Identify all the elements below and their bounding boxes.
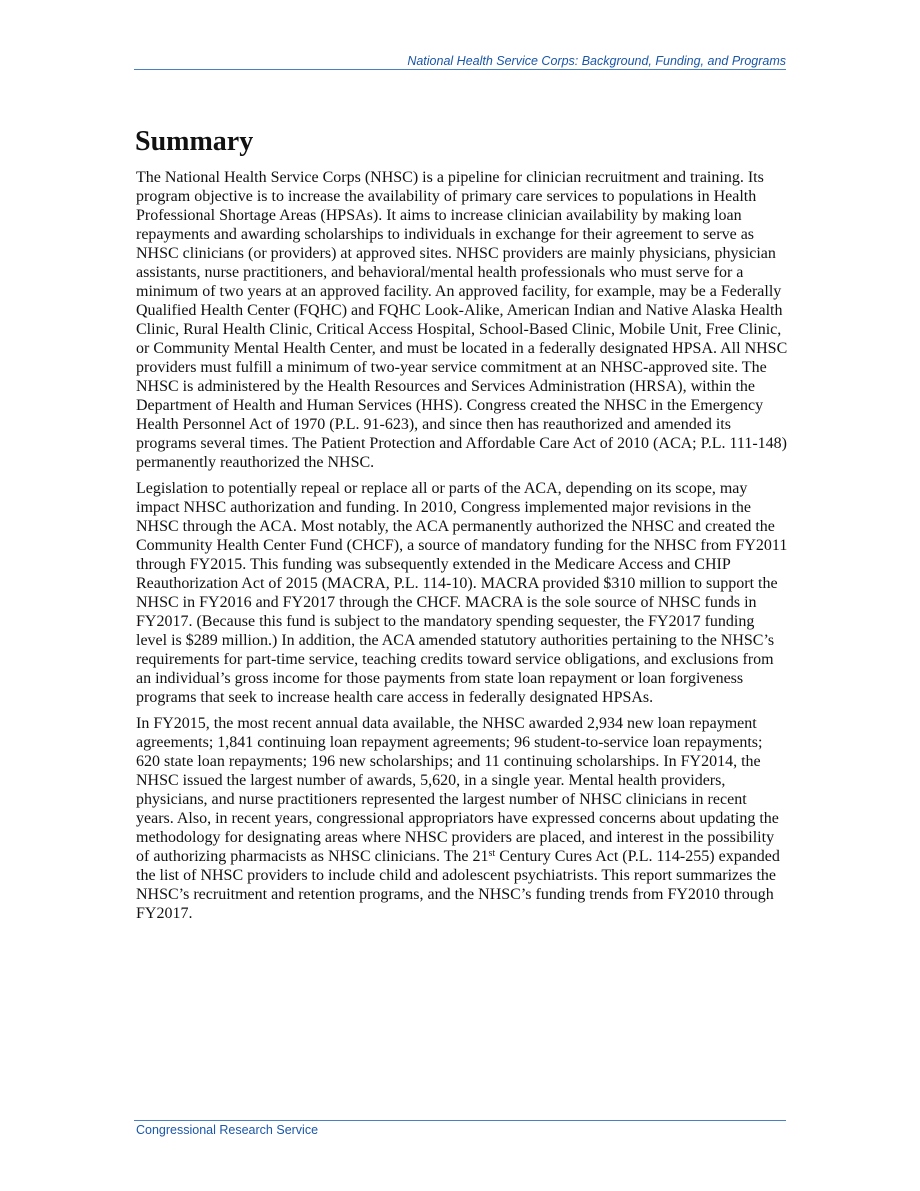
footer-divider [134,1120,786,1121]
running-header: National Health Service Corps: Background, Funding, and Programs [407,54,786,68]
summary-body [136,168,788,930]
summary-paragraph-2: Legislation to potentially repeal or replace all or parts of the ACA, depending on its scope, may impact NHSC authorization and funding. In 2010, Congress implemented major revisions in the NHSC through the ACA. Most notably, the ACA permanently authorized the NHSC and created the Community Health Center Fund (CHCF), a source of mandatory funding for the NHSC from FY2011 through FY2015. This funding was subsequently extended in the Medicare Access and CHIP Reauthorization Act of 2015 (MACRA, P.L. 114-10). MACRA provided $310 million to support the NHSC in FY2016 and FY2017 through the CHCF. MACRA is the sole source of NHSC funds in FY2017. (Because this fund is subject to the mandatory spending sequester, the FY2017 funding level is $289 million.) In addition, the ACA amended statutory authorities pertaining to the NHSC’s requirements for part-time service, teaching credits toward service obligations, and exclusions from an individual’s gross income for those payments from state loan repayment or loan forgiveness programs that seek to increase health care access in federally designated HPSAs. [136,480,788,706]
paragraph-3-text-end: Century Cures Act (P.L. 114-255) expanded the list of NHSC providers to include child and adolescent psychiatrists. This report summarizes the NHSC’s recruitment and retention programs, and the NHSC’s funding trends from FY2010 through FY2017. [136,848,780,922]
ordinal-superscript: st [488,848,496,859]
header-divider [134,69,786,70]
paragraph-3-text-start: In FY2015, the most recent annual data available, the NHSC awarded 2,934 new loan repayment agreements; 1,841 continuing loan repayment agreements; 96 student-to-service loan repayments; 620 state loan repayments; 196 new scholarships; and 11 continuing scholarships. In FY2014, the NHSC issued the largest number of awards, 5,620, in a single year. Mental health providers, physicians, and nurse practitioners represented the largest number of NHSC clinicians in recent years. Also, in recent years, congressional appropriators have expressed concerns about updating the methodology for designating areas where NHSC providers are placed, and interest in the possibility of authorizing pharmacists as NHSC clinicians. The 21 [136,715,779,865]
page-title: Summary [135,126,254,157]
summary-paragraph-1: The National Health Service Corps (NHSC) is a pipeline for clinician recruitment and training. Its program objective is to increase the availability of primary care services to populations in Health Professional Shortage Areas (HPSAs). It aims to increase clinician availability by making loan repayments and awarding scholarships to individuals in exchange for their agreement to serve as NHSC clinicians (or providers) at approved sites. NHSC providers are mainly physicians, physician assistants, nurse practitioners, and behavioral/mental health professionals who must serve for a minimum of two years at an approved facility. An approved facility, for example, may be a Federally Qualified Health Center (FQHC) and FQHC Look-Alike, American Indian and Native Alaska Health Clinic, Rural Health Clinic, Critical Access Hospital, School-Based Clinic, Mobile Unit, Free Clinic, or Community Mental Health Center, and must be located in a federally designated HPSA. All NHSC providers must fulfill a minimum of two-year service commitment at an NHSC-approved site. The NHSC is administered by the Health Resources and Services Administration (HRSA), within the Department of Health and Human Services (HHS). Congress created the NHSC in the Emergency Health Personnel Act of 1970 (P.L. 91-623), and since then has reauthorized and amended its programs several times. The Patient Protection and Affordable Care Act of 2010 (ACA; P.L. 111-148) permanently reauthorized the NHSC. [136,169,788,471]
summary-paragraph-3 [136,714,788,923]
footer-publisher: Congressional Research Service [136,1123,319,1137]
